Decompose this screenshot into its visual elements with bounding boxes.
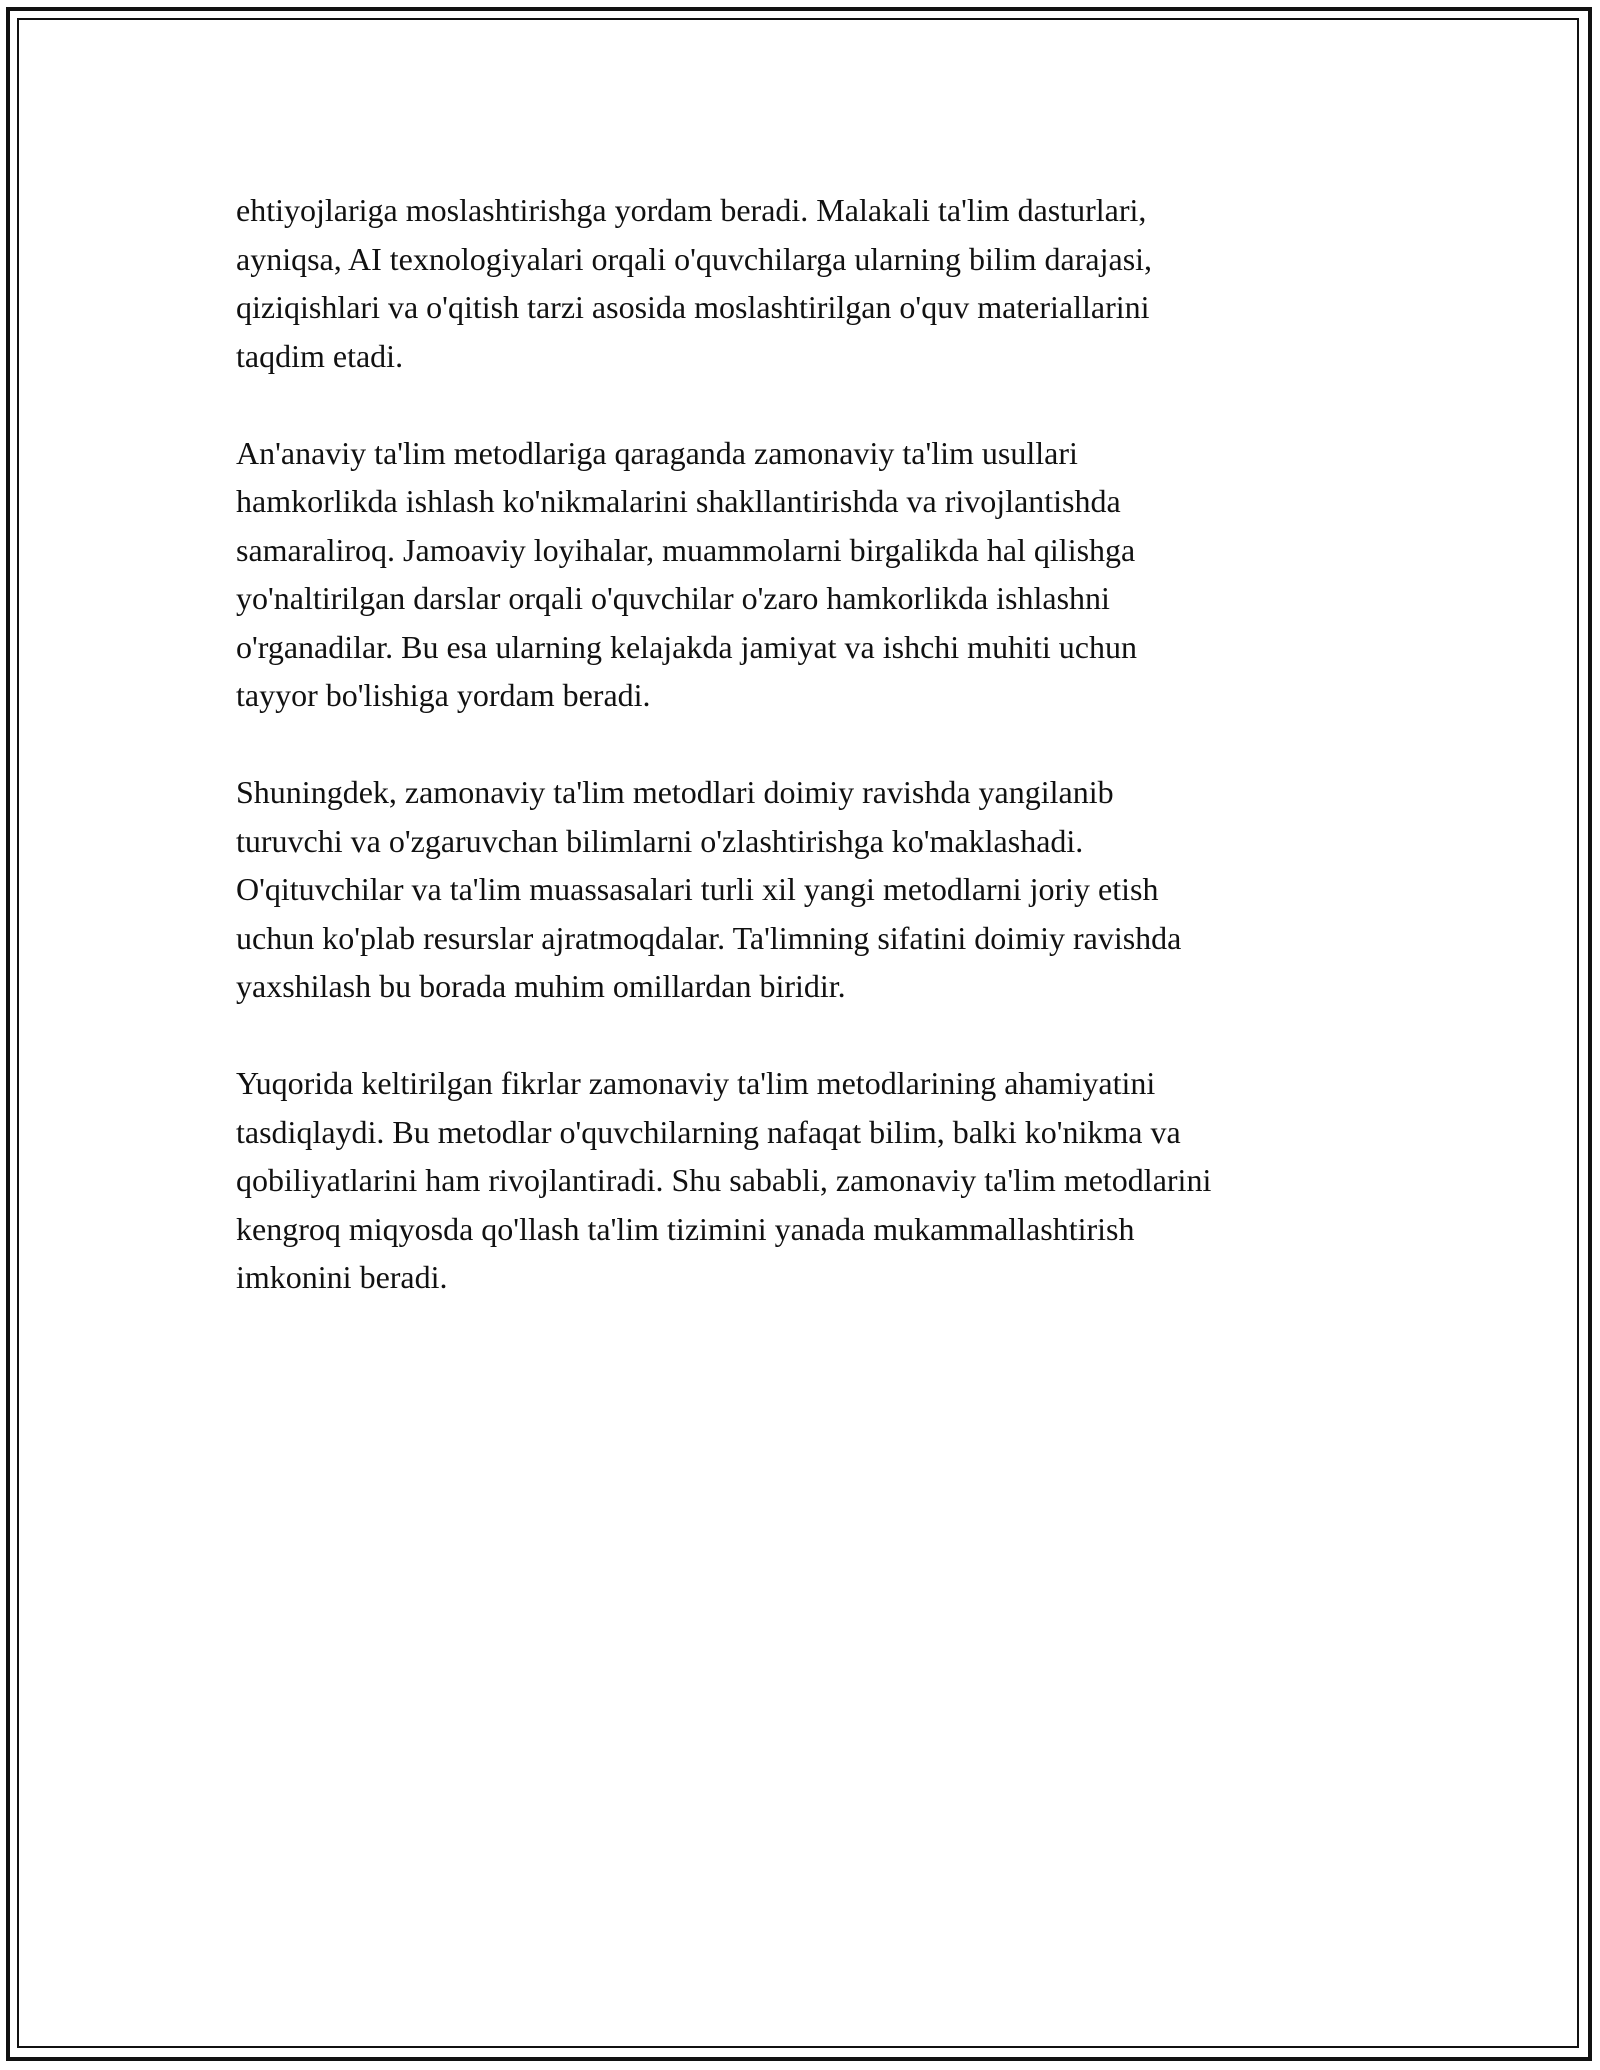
text-line: samaraliroq. Jamoaviy loyihalar, muammolarni birgalikda hal qilishga	[236, 531, 1136, 568]
text-line: imkonini beradi.	[236, 1259, 448, 1295]
paragraph-4	[236, 1059, 1366, 1302]
text-line: uchun ko'plab resurslar ajratmoqdalar. Ta'limning sifatini doimiy ravishda	[236, 919, 1182, 956]
text-line: ehtiyojlariga moslashtirishga yordam beradi. Malakali ta'lim dasturlari,	[236, 192, 1147, 228]
paragraph-3	[236, 768, 1366, 1011]
text-line: An'anaviy ta'lim metodlariga qaraganda zamonaviy ta'lim usullari	[236, 434, 1078, 471]
text-line: qobiliyatlarini ham rivojlantiradi. Shu sababli, zamonaviy ta'lim metodlarini	[236, 1162, 1212, 1198]
text-line: Yuqorida keltirilgan fikrlar zamonaviy ta'lim metodlarining ahamiyatini	[236, 1065, 1156, 1101]
text-line: O'qituvchilar va ta'lim muassasalari turli xil yangi metodlarni joriy etish	[236, 871, 1159, 907]
text-line: ayniqsa, AI texnologiyalari orqali o'quvchilarga ularning bilim darajasi,	[236, 240, 1153, 277]
text-line: tayyor bo'lishiga yordam beradi.	[236, 677, 651, 713]
text-line: tasdiqlaydi. Bu metodlar o'quvchilarning nafaqat bilim, balki ko'nikma va	[236, 1113, 1181, 1150]
paragraph-1	[236, 186, 1366, 380]
text-line: o'rganadilar. Bu esa ularning kelajakda jamiyat va ishchi muhiti uchun	[236, 628, 1137, 665]
paragraph-2	[236, 429, 1366, 720]
text-line: yaxshilash bu borada muhim omillardan biridir.	[236, 968, 846, 1004]
text-line: yo'naltirilgan darslar orqali o'quvchilar o'zaro hamkorlikda ishlashni	[236, 580, 1110, 616]
document-body	[236, 186, 1366, 1350]
text-line: qiziqishlari va o'qitish tarzi asosida moslashtirilgan o'quv materiallarini	[236, 289, 1150, 325]
text-line: kengroq miqyosda qo'llash ta'lim tizimini yanada mukammallashtirish	[236, 1210, 1135, 1247]
text-line: hamkorlikda ishlash ko'nikmalarini shakllantirishda va rivojlantishda	[236, 483, 1121, 519]
text-line: turuvchi va o'zgaruvchan bilimlarni o'zlashtirishga ko'maklashadi.	[236, 822, 1084, 859]
text-line: taqdim etadi.	[236, 337, 404, 374]
text-line: Shuningdek, zamonaviy ta'lim metodlari doimiy ravishda yangilanib	[236, 774, 1114, 810]
